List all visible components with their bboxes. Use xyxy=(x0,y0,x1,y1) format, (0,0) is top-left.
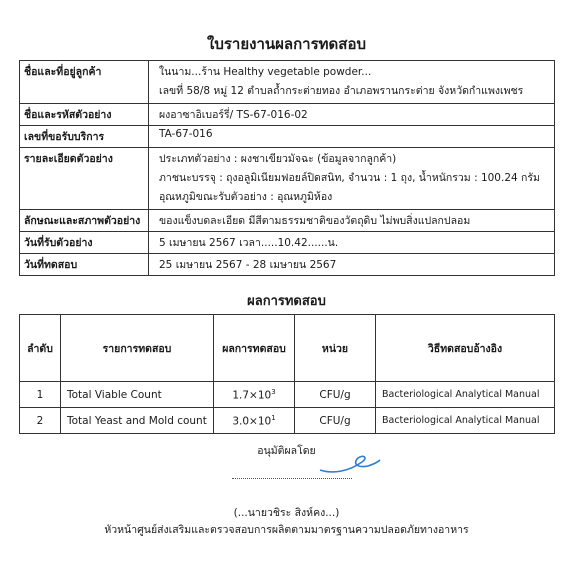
row-method: Bacteriological Analytical Manual xyxy=(376,408,555,434)
detail-label: รายละเอียดตัวอย่าง xyxy=(20,148,149,210)
tested-label: วันที่ทดสอบ xyxy=(20,254,149,276)
results-header-row xyxy=(20,315,555,382)
header-method: วิธีทดสอบอ้างอิง xyxy=(376,315,555,382)
sample-label: ชื่อและรหัสตัวอย่าง xyxy=(20,104,149,126)
approver-position: หัวหน้าศูนย์ส่งเสริมและตรวจสอบการผลิตตามมาตรฐานความปลอดภัยทางอาหาร xyxy=(104,524,469,536)
condition-row xyxy=(20,210,555,232)
approver-name: (...นายวชิระ สิงห์คง...) xyxy=(233,507,340,519)
condition-value: ของแข็งบดละเอียด มีสีตามธรรมชาติของวัตถุดิบ ไม่พบสิ่งแปลกปลอม xyxy=(149,210,555,232)
approval-label: อนุมัติผลโดย xyxy=(257,445,316,457)
received-label: วันที่รับตัวอย่าง xyxy=(20,232,149,254)
table-row xyxy=(20,382,555,408)
header-item: รายการทดสอบ xyxy=(61,315,214,382)
received-value: 5 เมษายน 2567 เวลา.....10.42......น. xyxy=(149,232,555,254)
row-item: Total Viable Count xyxy=(61,382,214,408)
customer-label: ชื่อและที่อยู่ลูกค้า xyxy=(20,61,149,104)
row-result: $1.7\times 10^3$ xyxy=(214,382,295,408)
sample-info-table xyxy=(19,60,555,276)
row-method: Bacteriological Analytical Manual xyxy=(376,382,555,408)
signature-line xyxy=(232,478,352,479)
row-result: $3.0\times 10^1$ xyxy=(214,408,295,434)
condition-label: ลักษณะและสภาพตัวอย่าง xyxy=(20,210,149,232)
header-unit: หน่วย xyxy=(295,315,376,382)
customer-name: ในนาม...ร้าน Healthy vegetable powder... xyxy=(159,66,372,78)
customer-address: เลขที่ 58/8 หมู่ 12 ตำบลถ้ำกระต่ายทอง อำเภอพรานกระต่าย จังหวัดกำแพงเพชร xyxy=(159,85,524,97)
received-row xyxy=(20,232,555,254)
row-item: Total Yeast and Mold count xyxy=(61,408,214,434)
results-title: ผลการทดสอบ xyxy=(247,294,326,309)
header-result: ผลการทดสอบ xyxy=(214,315,295,382)
detail-container: ภาชนะบรรจุ : ถุงอลูมิเนียมฟอยล์ปิดสนิท, จำนวน : 1 ถุง, น้ำหนักรวม : 100.24 กรัม xyxy=(159,172,540,184)
service-value: TA-67-016 xyxy=(149,126,555,148)
header-no: ลำดับ xyxy=(20,315,61,382)
service-row xyxy=(20,126,555,148)
customer-row xyxy=(20,61,555,104)
row-no: 1 xyxy=(20,382,61,408)
row-unit: CFU/g xyxy=(295,408,376,434)
tested-row xyxy=(20,254,555,276)
detail-type: ประเภทตัวอย่าง : ผงชาเขียวมัจฉะ (ข้อมูลจากลูกค้า) xyxy=(159,153,397,165)
table-row xyxy=(20,408,555,434)
signature-image xyxy=(318,452,382,478)
results-table xyxy=(19,314,555,434)
detail-temperature: อุณหภูมิขณะรับตัวอย่าง : อุณหภูมิห้อง xyxy=(159,191,333,203)
sample-row xyxy=(20,104,555,126)
detail-row xyxy=(20,148,555,210)
row-unit: CFU/g xyxy=(295,382,376,408)
tested-value: 25 เมษายน 2567 - 28 เมษายน 2567 xyxy=(149,254,555,276)
service-label: เลขที่ขอรับบริการ xyxy=(20,126,149,148)
report-title: ใบรายงานผลการทดสอบ xyxy=(207,35,366,53)
sample-value: ผงอาซาอิเบอร์รี่/ TS-67-016-02 xyxy=(149,104,555,126)
row-no: 2 xyxy=(20,408,61,434)
